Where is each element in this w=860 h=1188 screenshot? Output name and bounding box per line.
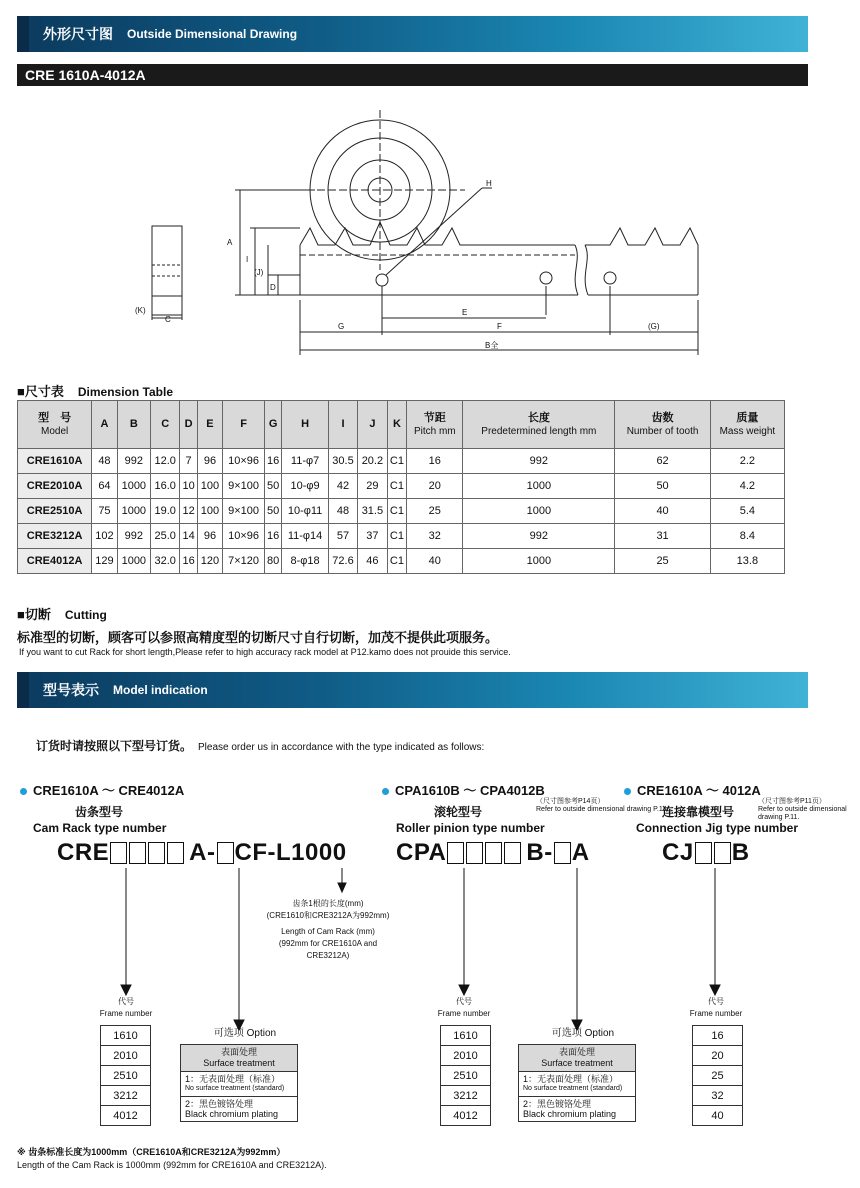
- cre-option-label: [205, 1028, 285, 1040]
- header-en: C: [161, 418, 170, 430]
- bullet-icon: [624, 788, 631, 795]
- cre-option-cn: 可选项: [213, 1028, 244, 1039]
- table-cell: 1000: [117, 474, 150, 499]
- table-cell: 40: [407, 549, 463, 574]
- cj-frame-box: [695, 842, 712, 864]
- model-cell: CRE2510A: [18, 499, 92, 524]
- table-cell: 32: [407, 524, 463, 549]
- table-cell: 96: [197, 524, 222, 549]
- header-en: Model: [41, 425, 69, 437]
- banner2-title-cn: 型号表示: [43, 682, 99, 698]
- model-cell: CRE1610A: [18, 449, 92, 474]
- cpa-code-prefix: CPA: [396, 839, 447, 866]
- cre-code-prefix: CRE: [57, 839, 110, 866]
- header-cn: 长度: [527, 411, 550, 424]
- header-en: E: [206, 418, 214, 430]
- dim-label-g: G: [338, 322, 345, 331]
- table-cell: 1000: [463, 549, 615, 574]
- table-cell: 10-φ9: [282, 474, 328, 499]
- table-cell: 129: [92, 549, 117, 574]
- option-1-cn: 1：无表面处理（标准）: [523, 1074, 619, 1084]
- table-cell: 9×100: [223, 499, 265, 524]
- cpa-code-mid: B-: [526, 839, 553, 866]
- table-cell: 31.5: [358, 499, 387, 524]
- cj-frame-en: Frame number: [689, 1009, 743, 1018]
- cre-length-cn2: (CRE1610和CRE3212A为992mm): [266, 911, 390, 920]
- cutting-note-cn: 标准型的切断，顾客可以参照高精度型的切断尺寸自行切断，加茂不提供此项服务。: [17, 630, 499, 645]
- header-en: I: [341, 418, 345, 430]
- dim-label-c: C: [165, 315, 171, 324]
- model-range-bar: CRE 1610A-4012A: [17, 64, 808, 86]
- table-cell: 20: [407, 474, 463, 499]
- header-en: D: [184, 418, 193, 430]
- cpa-range: [382, 780, 545, 799]
- cre-frame-cell: 1610: [101, 1026, 151, 1046]
- table-cell: C1: [387, 474, 407, 499]
- cre-length-en1: Length of Cam Rack (mm): [281, 927, 375, 936]
- cpa-frame-table: [440, 1025, 491, 1126]
- cj-range: [624, 780, 761, 799]
- dim-label-b: B全: [485, 341, 499, 350]
- dim-label-a: A: [227, 238, 233, 247]
- dim-label-h: H: [486, 179, 492, 188]
- cpa-frame-en: Frame number: [437, 1009, 491, 1018]
- table-cell: 25: [407, 499, 463, 524]
- table-cell: 2.2: [710, 449, 784, 474]
- table-cell: 5.4: [710, 499, 784, 524]
- table-cell: 7: [180, 449, 197, 474]
- table-cell: 16: [180, 549, 197, 574]
- cj-ref: [758, 798, 860, 822]
- table-cell: 31: [615, 524, 710, 549]
- cj-frame-table: [692, 1025, 743, 1126]
- table-cell: 50: [264, 499, 281, 524]
- table-cell: 120: [197, 549, 222, 574]
- header-en: K: [392, 418, 401, 430]
- cre-frame-table: [100, 1025, 151, 1126]
- cj-type-cn: 连接靠模型号: [662, 805, 735, 819]
- table-cell: 96: [197, 449, 222, 474]
- table-cell: 57: [328, 524, 357, 549]
- option-2-en: Black chromium plating: [185, 1109, 279, 1119]
- table-cell: 7×120: [223, 549, 265, 574]
- cpa-option-cn: 可选项: [551, 1028, 582, 1039]
- table-cell: 10×96: [223, 524, 265, 549]
- cre-code-suffix: CF-L1000: [234, 839, 347, 866]
- cj-frame-cell: 16: [693, 1026, 743, 1046]
- option-1-en: No surface treatment (standard): [185, 1085, 285, 1092]
- header-cn: 型 号: [38, 411, 72, 424]
- table-cell: 100: [197, 474, 222, 499]
- header-en: A: [100, 418, 109, 430]
- table-cell: 10: [180, 474, 197, 499]
- cpa-option-en: Option: [584, 1028, 615, 1039]
- table-cell: 37: [358, 524, 387, 549]
- cpa-frame-box: [485, 842, 502, 864]
- cj-frame-label: [686, 996, 746, 1020]
- cpa-frame-cell: 2510: [441, 1066, 491, 1086]
- cre-option-en: Option: [246, 1028, 277, 1039]
- cj-code-prefix: CJ: [662, 839, 694, 866]
- cj-ref-cn: （尺寸图参考P11页）: [758, 798, 826, 805]
- cre-frame-cell: 3212: [101, 1086, 151, 1106]
- header-cn: 质量: [736, 411, 759, 424]
- table-cell: 11-φ14: [282, 524, 328, 549]
- cpa-frame-box: [504, 842, 521, 864]
- table-cell: 992: [117, 524, 150, 549]
- cpa-frame-cell: 2010: [441, 1046, 491, 1066]
- option-2-en: Black chromium plating: [523, 1109, 617, 1119]
- dim-label-f: F: [497, 322, 502, 331]
- header-en: G: [268, 418, 278, 430]
- header-cn: 节距: [423, 411, 446, 424]
- table-cell: 992: [117, 449, 150, 474]
- table-cell: 48: [328, 499, 357, 524]
- cre-frame-cn: 代号: [118, 997, 134, 1006]
- header-en: B: [129, 418, 138, 430]
- header-en: J: [369, 418, 376, 430]
- cutting-note-en: If you want to cut Rack for short length,Please refer to high accuracy rack model at P12.kamo does not prouide this service.: [19, 647, 511, 657]
- cpa-frame-box: [466, 842, 483, 864]
- table-cell: 40: [615, 499, 710, 524]
- table-cell: 992: [463, 449, 615, 474]
- table-cell: 32.0: [151, 549, 180, 574]
- order-instruction-en: Please order us in accordance with the type indicated as follows:: [198, 742, 485, 753]
- table-cell: 14: [180, 524, 197, 549]
- header-cn: 齿数: [651, 411, 674, 424]
- dim-label-d: D: [270, 283, 276, 292]
- table-cell: 10×96: [223, 449, 265, 474]
- cj-frame-box: [714, 842, 731, 864]
- option-2-cn: 2：黑色镀铬处理: [185, 1099, 254, 1109]
- table-cell: C1: [387, 449, 407, 474]
- table-cell: 1000: [117, 549, 150, 574]
- cj-frame-cell: 25: [693, 1066, 743, 1086]
- cpa-code: [396, 839, 590, 867]
- footnote-en: Length of the Cam Rack is 1000mm (992mm for CRE1610A and CRE3212A).: [17, 1160, 327, 1170]
- table-cell: 16: [264, 524, 281, 549]
- table-cell: 20.2: [358, 449, 387, 474]
- header-en: Number of tooth: [626, 425, 699, 437]
- banner-title-cn: 外形尺寸图: [43, 26, 113, 42]
- table-cell: 102: [92, 524, 117, 549]
- table-cell: 30.5: [328, 449, 357, 474]
- cre-frame-cell: 4012: [101, 1106, 151, 1126]
- table-cell: 16: [264, 449, 281, 474]
- cre-frame-cell: 2010: [101, 1046, 151, 1066]
- header-en: Pitch mm: [413, 425, 456, 437]
- cj-frame-cell: 32: [693, 1086, 743, 1106]
- dim-label-j: (J): [254, 268, 264, 277]
- option-header-en: Surface treatment: [541, 1058, 613, 1068]
- cpa-option-box: [554, 842, 571, 864]
- banner2-title-en: Model indication: [113, 683, 208, 697]
- header-en: Predetermined length mm: [481, 425, 597, 437]
- cj-code: [662, 839, 750, 867]
- model-cell: CRE2010A: [18, 474, 92, 499]
- table-cell: 11-φ7: [282, 449, 328, 474]
- cre-frame-en: Frame number: [99, 1009, 153, 1018]
- table-cell: 19.0: [151, 499, 180, 524]
- table-cell: 64: [92, 474, 117, 499]
- cre-type-cn: 齿条型号: [75, 805, 124, 819]
- cpa-type-en: Roller pinion type number: [396, 821, 545, 835]
- table-cell: 4.2: [710, 474, 784, 499]
- cpa-ref-en: Refer to outside dimensional drawing P.14.: [536, 806, 669, 813]
- table-cell: 9×100: [223, 474, 265, 499]
- table-cell: 16: [407, 449, 463, 474]
- cpa-frame-box: [447, 842, 464, 864]
- cre-option-table: [180, 1044, 298, 1122]
- header-en: F: [240, 418, 247, 430]
- cre-frame-cell: 2510: [101, 1066, 151, 1086]
- cutting-title-en: Cutting: [64, 608, 107, 622]
- table-cell: 62: [615, 449, 710, 474]
- table-cell: 8.4: [710, 524, 784, 549]
- table-cell: C1: [387, 499, 407, 524]
- table-cell: 50: [264, 474, 281, 499]
- cpa-code-suffix: A: [571, 839, 590, 866]
- cre-length-note: [258, 898, 398, 962]
- footnote-cn: ※ 齿条标准长度为1000mm（CRE1610A和CRE3212A为992mm）: [17, 1147, 286, 1157]
- cre-type-en: Cam Rack type number: [33, 821, 167, 835]
- table-cell: C1: [387, 524, 407, 549]
- option-header-cn: 表面处理: [558, 1047, 595, 1057]
- option-1-cn: 1：无表面处理（标准）: [185, 1074, 281, 1084]
- option-header-en: Surface treatment: [203, 1058, 275, 1068]
- table-cell: 75: [92, 499, 117, 524]
- table-cell: 13.8: [710, 549, 784, 574]
- cj-range-text: CRE1610A ～ 4012A: [637, 783, 761, 798]
- table-cell: 12: [180, 499, 197, 524]
- table-cell: 100: [197, 499, 222, 524]
- table-cell: 25.0: [151, 524, 180, 549]
- cpa-ref: [536, 798, 669, 814]
- table-cell: 48: [92, 449, 117, 474]
- cj-frame-cell: 20: [693, 1046, 743, 1066]
- table-cell: 1000: [463, 474, 615, 499]
- cre-length-cn1: 齿条1根的长度(mm): [292, 899, 364, 908]
- option-2-cn: 2：黑色镀铬处理: [523, 1099, 592, 1109]
- cpa-range-text: CPA1610B ～ CPA4012B: [395, 783, 545, 798]
- header-en: Mass weight: [719, 425, 776, 437]
- cre-length-en2: (992mm for CRE1610A and CRE3212A): [278, 939, 378, 960]
- table-cell: C1: [387, 549, 407, 574]
- cpa-option-table: [518, 1044, 636, 1122]
- table-cell: 992: [463, 524, 615, 549]
- dim-label-g-paren: (G): [648, 322, 660, 331]
- option-header-cn: 表面处理: [220, 1047, 257, 1057]
- cpa-frame-cell: 3212: [441, 1086, 491, 1106]
- cpa-type-cn: 滚轮型号: [434, 805, 483, 819]
- option-1-en: No surface treatment (standard): [523, 1085, 623, 1092]
- header-en: H: [301, 418, 310, 430]
- cpa-frame-cn: 代号: [456, 997, 472, 1006]
- table-cell: 42: [328, 474, 357, 499]
- table-cell: 8-φ18: [282, 549, 328, 574]
- banner-title-en: Outside Dimensional Drawing: [127, 27, 298, 41]
- cj-frame-cn: 代号: [708, 997, 724, 1006]
- dimension-table-title-cn: ■尺寸表: [17, 384, 64, 399]
- table-cell: 25: [615, 549, 710, 574]
- dim-label-i: I: [246, 255, 249, 264]
- cpa-frame-cell: 4012: [441, 1106, 491, 1126]
- table-cell: 10-φ11: [282, 499, 328, 524]
- cpa-option-label: [543, 1028, 623, 1040]
- table-cell: 50: [615, 474, 710, 499]
- cpa-frame-cell: 1610: [441, 1026, 491, 1046]
- table-cell: 1000: [463, 499, 615, 524]
- cpa-ref-cn: （尺寸图参考P14页）: [536, 798, 605, 805]
- dim-label-k: (K): [135, 306, 146, 315]
- cre-frame-label: [96, 996, 156, 1020]
- dim-label-e: E: [462, 308, 468, 317]
- dimension-table-title-en: Dimension Table: [77, 385, 173, 399]
- table-cell: 46: [358, 549, 387, 574]
- order-instruction-cn: 订货时请按照以下型号订货。: [36, 739, 193, 753]
- cpa-frame-label: [434, 996, 494, 1020]
- table-cell: 80: [264, 549, 281, 574]
- bullet-icon: [382, 788, 389, 795]
- model-cell: CRE4012A: [18, 549, 92, 574]
- cj-frame-cell: 40: [693, 1106, 743, 1126]
- cj-ref-en: Refer to outside dimensional drawing P.11.: [758, 806, 847, 821]
- cre-range-text: CRE1610A ～ CRE4012A: [33, 783, 185, 798]
- table-cell: 29: [358, 474, 387, 499]
- table-cell: 16.0: [151, 474, 180, 499]
- cutting-title-cn: ■切断: [17, 607, 51, 622]
- table-cell: 72.6: [328, 549, 357, 574]
- cre-code-mid: A-: [189, 839, 216, 866]
- table-cell: 1000: [117, 499, 150, 524]
- table-cell: 12.0: [151, 449, 180, 474]
- model-cell: CRE3212A: [18, 524, 92, 549]
- cj-code-suffix: B: [731, 839, 750, 866]
- cj-type-en: Connection Jig type number: [636, 821, 799, 835]
